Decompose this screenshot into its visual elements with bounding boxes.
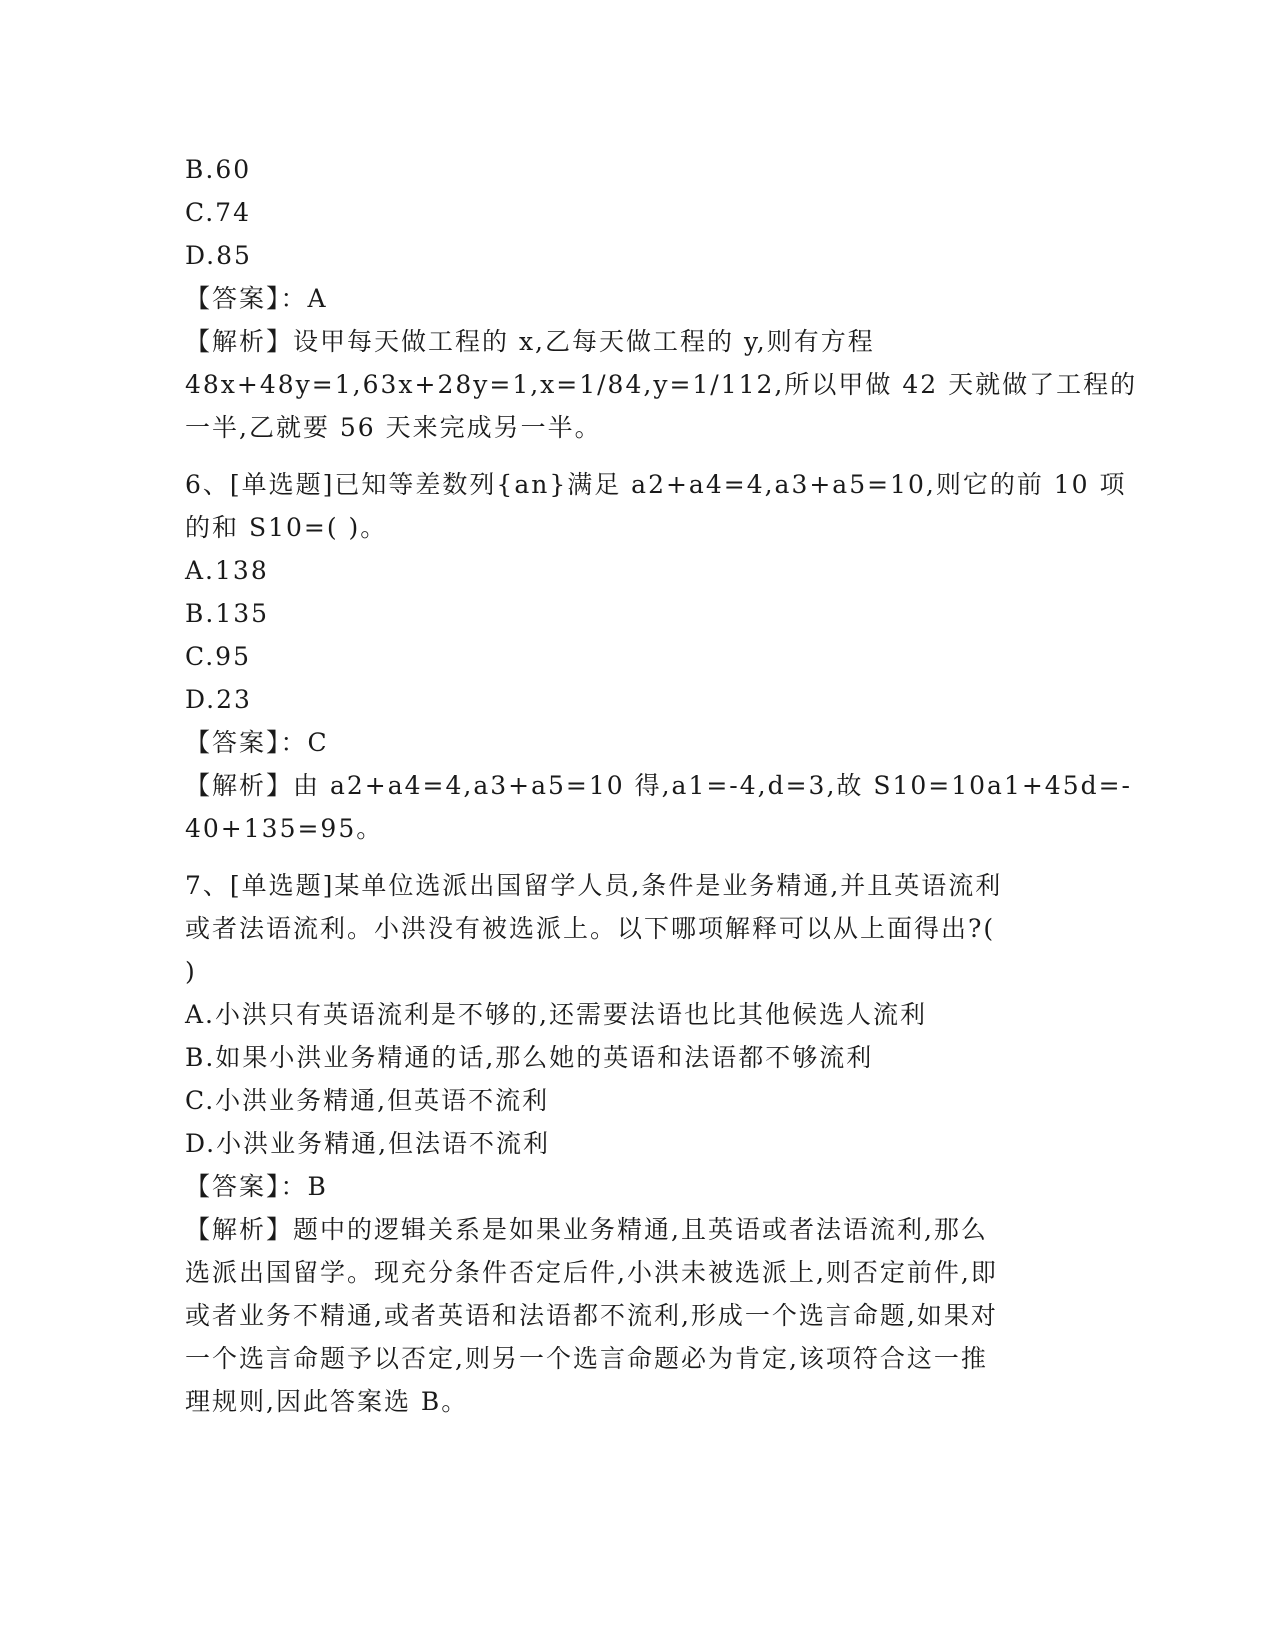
analysis-line: 或者业务不精通,或者英语和法语都不流利,形成一个选言命题,如果对 [185,1301,998,1330]
answer: 【答案】：C [185,728,329,757]
question-stem: ) [185,957,197,986]
analysis-line: 【解析】题中的逻辑关系是如果业务精通,且英语或者法语流利,那么 [185,1215,988,1244]
question-5-tail [185,148,1138,449]
document-page [185,148,1138,1423]
analysis-line: 选派出国留学。现充分条件否定后件,小洪未被选派上,则否定前件,即 [185,1258,998,1287]
option-d: D.85 [185,241,252,270]
option-a: A.138 [185,556,269,585]
question-7 [185,864,1085,1423]
question-stem: 或者法语流利。小洪没有被选派上。以下哪项解释可以从上面得出?( [185,914,996,943]
option-d: D.小洪业务精通,但法语不流利 [185,1129,551,1158]
option-c: C.小洪业务精通,但英语不流利 [185,1086,550,1115]
analysis-line: 【解析】由 a2+a4=4,a3+a5=10 得,a1=-4,d=3,故 S10=10a1+45d=- [185,771,1133,800]
analysis-line: 48x+48y=1,63x+28y=1,x=1/84,y=1/112,所以甲做 42 天就做了工程的 [185,370,1138,399]
option-b: B.60 [185,155,252,184]
spacer [185,850,1085,864]
option-c: C.95 [185,642,251,671]
answer: 【答案】：B [185,1172,328,1201]
question-6 [185,463,1133,850]
option-c: C.74 [185,198,251,227]
question-stem: 7、[单选题]某单位选派出国留学人员,条件是业务精通,并且英语流利 [185,871,1003,900]
option-d: D.23 [185,685,252,714]
spacer [185,449,1085,463]
option-b: B.如果小洪业务精通的话,那么她的英语和法语都不够流利 [185,1043,874,1072]
question-stem: 的和 S10=( )。 [185,513,388,542]
analysis-line: 理规则,因此答案选 B。 [185,1387,469,1416]
analysis-line: 40+135=95。 [185,814,384,843]
answer: 【答案】：A [185,284,328,313]
question-stem: 6、[单选题]已知等差数列{an}满足 a2+a4=4,a3+a5=10,则它的前 10 项 [185,470,1127,499]
analysis-line: 一半,乙就要 56 天来完成另一半。 [185,413,602,442]
analysis-line: 【解析】设甲每天做工程的 x,乙每天做工程的 y,则有方程 [185,327,875,356]
option-b: B.135 [185,599,270,628]
option-a: A.小洪只有英语流利是不够的,还需要法语也比其他候选人流利 [185,1000,927,1029]
analysis-line: 一个选言命题予以否定,则另一个选言命题必为肯定,该项符合这一推 [185,1344,988,1373]
